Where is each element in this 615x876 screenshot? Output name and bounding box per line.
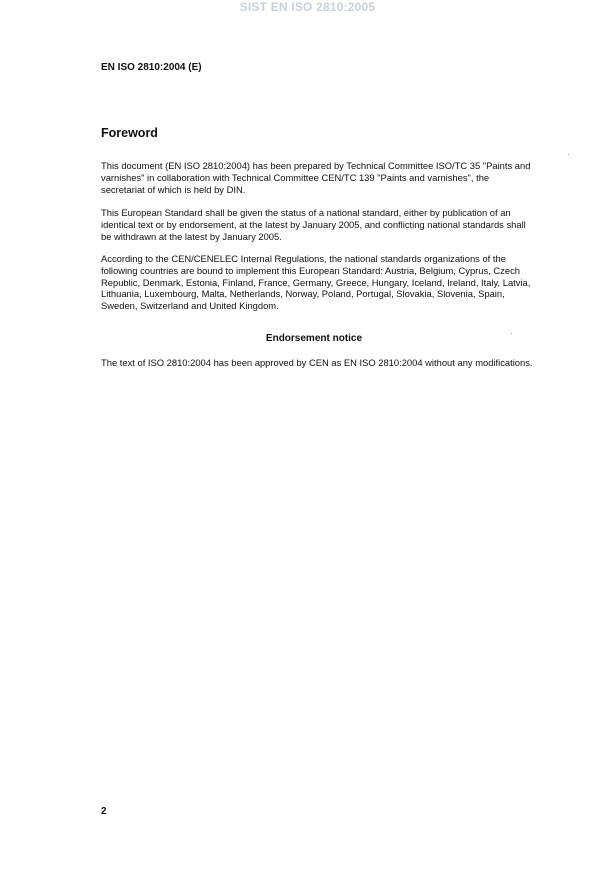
foreword-paragraph: This European Standard shall be given the status of a national standard, either by publication of an identical text or by endorsement, at the latest by January 2005, and conflicting national standards shall be withdrawn at the latest by January 2005. [101,207,526,242]
foreword-heading: Foreword [101,126,158,140]
page-number: 2 [101,806,107,817]
foreword-paragraph: This document (EN ISO 2810:2004) has been prepared by Technical Committee ISO/TC 35 "Paints and varnishes" in collaboration with Technical Committee CEN/TC 139 "Paints and varnishes", the secretariat of which is held by DIN. [101,160,531,195]
scan-speck [568,154,569,155]
watermark: SIST EN ISO 2810:2005 [239,0,376,14]
endorsement-paragraph: The text of ISO 2810:2004 has been approved by CEN as EN ISO 2810:2004 without any modifications. [101,357,533,368]
foreword-paragraph: According to the CEN/CENELEC Internal Regulations, the national standards organizations of the following countries are bound to implement this European Standard: Austria, Belgium, Cyprus, Czech Republic, Denmark, Estonia, Finland, France, Germany, Greece, Hungary, Iceland, Ireland, Italy, Latvia, Lithuania, Luxembourg, Malta, Netherlands, Norway, Poland, Portugal, Slovakia, Slovenia, Spain, Sweden, Switzerland and United Kingdom. [101,253,531,312]
endorsement-heading: Endorsement notice [265,333,363,344]
scan-speck [511,333,512,334]
document-id: EN ISO 2810:2004 (E) [101,62,202,73]
